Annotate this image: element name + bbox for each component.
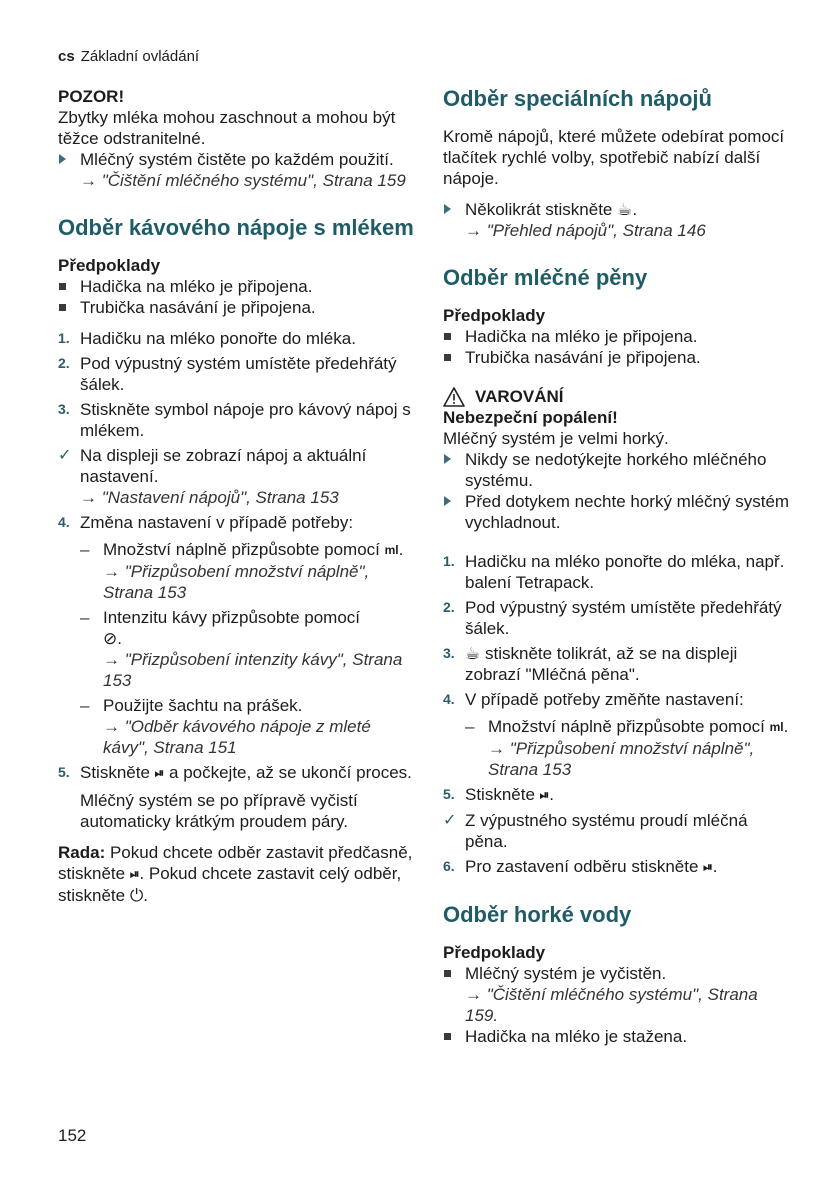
square-bullet-icon	[444, 354, 451, 361]
page-header	[58, 46, 199, 67]
ml-symbol: ml	[769, 720, 784, 734]
foam-step-5: 5. Stiskněte ⏯.	[443, 785, 555, 804]
prerequisite-item: Hadička na mléko je stažena.	[443, 1026, 793, 1047]
arrow-bullet-icon	[444, 496, 451, 506]
tip: Rada: Pokud chcete odběr zastavit předčasně, stiskněte ⏯. Pokud chcete zastavit celý odběr, stiskněte ⏻.	[58, 843, 413, 905]
prerequisite-item: Trubička nasávání je připojena.	[58, 297, 416, 318]
prerequisite-item: Hadička na mléko je připojena.	[58, 276, 416, 297]
warning-action: Nikdy se nedotýkejte horkého mléčného systému.	[443, 449, 793, 491]
cross-reference[interactable]: → "Přizpůsobení intenzity kávy", Strana 153	[103, 650, 403, 690]
foam-step-1: 1. Hadičku na mléko ponořte do mléka, např. balení Tetrapack.	[443, 552, 785, 592]
special-drinks-text: Kromě nápojů, které můžete odebírat pomocí tlačítek rychlé volby, spotřebič nabízí další nápoje.	[443, 127, 785, 188]
special-action: Několikrát stiskněte ☕. → "Přehled nápojů", Strana 146	[443, 199, 793, 241]
hot-water-title: Odběr horké vody	[443, 902, 632, 927]
foam-step-2: 2. Pod výpustný systém umístěte předehřátý šálek.	[443, 598, 782, 638]
prerequisite-item: Mléčný systém je vyčistěn. → "Čištění mléčného systému", Strana 159.	[443, 963, 793, 1026]
square-bullet-icon	[444, 970, 451, 977]
sub-step: – Množství náplně přizpůsobte pomocí ml. → "Přizpůsobení množství náplně", Strana 153	[58, 539, 416, 603]
drinks-icon: ☕	[617, 200, 633, 219]
square-bullet-icon	[444, 1033, 451, 1040]
step-3: 3. Stiskněte symbol nápoje pro kávový nápoj s mlékem.	[58, 400, 411, 440]
cross-reference[interactable]: → "Přizpůsobení množství náplně", Strana 153	[103, 562, 370, 602]
prerequisites-title: Předpoklady	[58, 256, 161, 275]
cross-reference[interactable]: → "Nastavení nápojů", Strana 153	[80, 488, 339, 507]
sub-step: – Použijte šachtu na prášek. → "Odběr kávového nápoje z mleté kávy", Strana 151	[58, 695, 416, 758]
prerequisites-title: Předpoklady	[443, 306, 546, 325]
drinks-icon: ☕	[465, 644, 481, 663]
start-stop-icon: ⏯	[129, 867, 140, 881]
section-title: Odběr kávového nápoje s mlékem	[58, 215, 414, 240]
ml-symbol: ml	[384, 543, 399, 557]
warning-triangle-icon	[443, 387, 465, 407]
sub-step: – Množství náplně přizpůsobte pomocí ml. → "Přizpůsobení množství náplně", Strana 153	[443, 716, 793, 780]
prerequisite-item: Trubička nasávání je připojena.	[443, 347, 793, 368]
cross-reference[interactable]: → "Přizpůsobení množství náplně", Strana 153	[488, 739, 755, 779]
page-number: 152	[58, 1126, 87, 1145]
cross-reference[interactable]: → "Přehled nápojů", Strana 146	[465, 221, 706, 240]
step-5: 5. Stiskněte ⏯ a počkejte, až se ukončí proces.	[58, 763, 412, 782]
caution-text: Zbytky mléka mohou zaschnout a mohou být těžce odstranitelné.	[58, 108, 396, 148]
language-code: cs	[58, 48, 75, 65]
checkmark-icon: ✓	[58, 447, 72, 464]
caution-action: Mléčný systém čistěte po každém použití. → "Čištění mléčného systému", Strana 159	[58, 149, 416, 191]
start-stop-icon: ⏯	[154, 766, 165, 780]
right-column	[443, 86, 793, 1047]
cross-reference[interactable]: → "Čištění mléčného systému", Strana 159.	[465, 985, 758, 1025]
special-drinks-title: Odběr speciálních nápojů	[443, 86, 712, 111]
left-column	[58, 86, 416, 906]
warning-subtitle: Nebezpeční popálení!	[443, 408, 618, 427]
step-note: Mléčný systém se po přípravě vyčistí automaticky krátkým proudem páry.	[80, 791, 358, 831]
arrow-bullet-icon	[444, 204, 451, 214]
warning-header: VAROVÁNÍ	[443, 386, 793, 407]
foam-step-4: 4. V případě potřeby změňte nastavení:	[443, 690, 744, 709]
square-bullet-icon	[59, 283, 66, 290]
arrow-bullet-icon	[444, 454, 451, 464]
prerequisite-item: Hadička na mléko je připojena.	[443, 326, 793, 347]
arrow-bullet-icon	[59, 154, 66, 164]
foam-step-6: 6. Pro zastavení odběru stiskněte ⏯.	[443, 857, 718, 876]
power-icon: ⏻	[129, 886, 144, 905]
square-bullet-icon	[59, 304, 66, 311]
warning-text: Mléčný systém je velmi horký.	[443, 429, 669, 448]
step-result: ✓ Na displeji se zobrazí nápoj a aktuální nastavení. → "Nastavení nápojů", Strana 153	[58, 445, 416, 508]
step-1: 1. Hadičku na mléko ponořte do mléka.	[58, 329, 356, 348]
foam-step-result: ✓ Z výpustného systému proudí mléčná pěna.	[443, 811, 748, 851]
square-bullet-icon	[444, 333, 451, 340]
foam-step-3: 3. ☕ stiskněte tolikrát, až se na displeji zobrazí "Mléčná pěna".	[443, 644, 738, 684]
start-stop-icon: ⏯	[539, 788, 550, 802]
milk-foam-title: Odběr mléčné pěny	[443, 265, 648, 290]
intensity-icon: ⊘	[103, 629, 118, 648]
cross-reference[interactable]: → "Čištění mléčného systému", Strana 159	[80, 171, 406, 190]
chapter-title: Základní ovládání	[80, 48, 200, 65]
prerequisites-title: Předpoklady	[443, 943, 546, 962]
sub-step: – Intenzitu kávy přizpůsobte pomocí ⊘. → "Přizpůsobení intenzity kávy", Strana 153	[58, 607, 416, 691]
warning-action: Před dotykem nechte horký mléčný systém vychladnout.	[443, 491, 793, 533]
step-4: 4. Změna nastavení v případě potřeby:	[58, 513, 354, 532]
checkmark-icon: ✓	[443, 812, 457, 829]
step-2: 2. Pod výpustný systém umístěte předehřátý šálek.	[58, 354, 397, 394]
cross-reference[interactable]: → "Odběr kávového nápoje z mleté kávy", Strana 151	[103, 717, 371, 757]
start-stop-icon: ⏯	[703, 860, 713, 874]
caution-title: POZOR!	[58, 87, 125, 106]
